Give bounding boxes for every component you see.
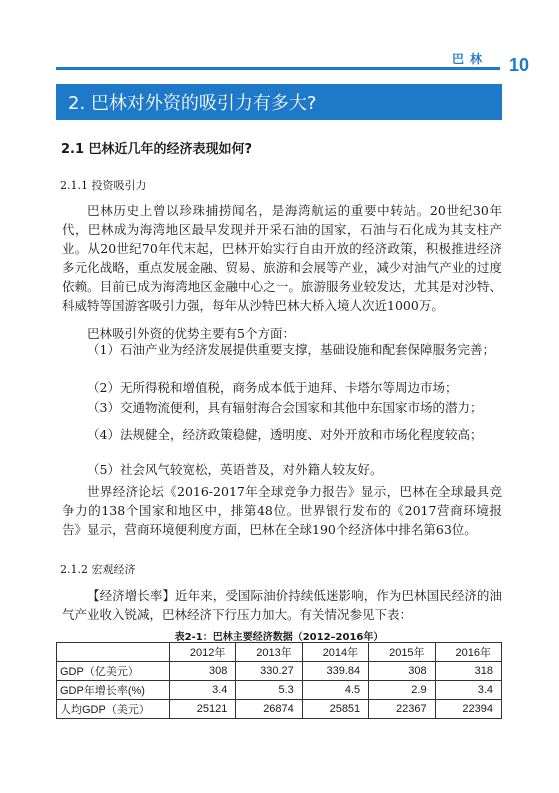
table-cell: 26874	[236, 700, 302, 719]
table-cell: 2.9	[369, 681, 435, 700]
table-cell: 308	[369, 662, 435, 681]
column-header: 2016年	[435, 643, 501, 662]
table-cell: 3.4	[170, 681, 236, 700]
table-cell: 25851	[302, 700, 368, 719]
table-row	[57, 681, 502, 700]
list-item-advantage-1: （1）石油产业为经济发展提供重要支撑，基础设施和配套保障服务完善；	[87, 342, 495, 357]
paragraph-growth: 【经济增长率】近年来，受国际油价持续低迷影响，作为巴林国民经济的油气产业收入锐减，巴林经济下行压力加大。有关情况参见下表：	[62, 588, 502, 622]
table-cell: 330.27	[236, 662, 302, 681]
table-cell: 3.4	[435, 681, 501, 700]
list-item-advantage-4: （4）法规健全，经济政策稳健，透明度、对外开放和市场化程度较高；	[87, 427, 483, 442]
table-row	[57, 662, 502, 681]
table-row	[57, 700, 502, 719]
table-cell: 4.5	[302, 681, 368, 700]
paragraph-history: 巴林历史上曾以珍珠捕捞闻名，是海湾航运的重要中转站。20世纪30年代，巴林成为海湾地区最早发现并开采石油的国家，石油与石化成为其支柱产业。从20世纪70年代末起，巴林开始实行自由开放的经济政策，积极推进经济多元化战略，重点发展金融、贸易、旅游和会展等产业，减少对油气产业的过度依赖。目前已成为海湾地区金融中心之一。旅游服务业较发达，尤其是对沙特、科威特等国游客吸引力强，每年从沙特巴林大桥入境人次近1000万。	[62, 203, 502, 313]
table-cell: 318	[435, 662, 501, 681]
table-cell: 25121	[170, 700, 236, 719]
list-item-advantage-3: （3）交通物流便利，具有辐射海合会国家和其他中东国家市场的潜力；	[87, 400, 483, 415]
table-cell: 5.3	[236, 681, 302, 700]
column-header: 2013年	[236, 643, 302, 662]
subsection-heading-macro: 2.1.2 宏观经济	[60, 563, 136, 576]
paragraph-competitiveness: 世界经济论坛《2016-2017年全球竞争力报告》显示，巴林在全球最具竞争力的138个国家和地区中，排第48位。世界银行发布的《2017营商环境报告》显示，营商环境便利度方面，巴林在全球190个经济体中排名第63位。	[62, 484, 502, 537]
table-cell: 339.84	[302, 662, 368, 681]
chapter-banner	[56, 84, 502, 120]
table-cell: 22367	[369, 700, 435, 719]
list-item-advantage-5: （5）社会风气较宽松，英语普及，对外籍人较友好。	[87, 462, 383, 477]
economic-data-table	[56, 642, 502, 719]
row-label: GDP年增长率(%)	[57, 681, 170, 700]
header-country-name: 巴林	[452, 52, 489, 66]
section-title: 2.1 巴林近几年的经济表现如何?	[61, 142, 253, 157]
column-header: 2014年	[302, 643, 368, 662]
table-caption: 表2-1：巴林主要经济数据（2012–2016年）	[174, 632, 384, 643]
list-item-advantage-2: （2）无所得税和增值税，商务成本低于迪拜、卡塔尔等周边市场；	[87, 380, 458, 395]
column-header: 2015年	[369, 643, 435, 662]
table-header-row	[57, 643, 502, 662]
paragraph-advantages-intro: 巴林吸引外资的优势主要有5个方面：	[87, 326, 295, 341]
row-label: 人均GDP（美元）	[57, 700, 170, 719]
row-label: GDP（亿美元）	[57, 662, 170, 681]
page-number: 10	[509, 55, 530, 75]
table-corner-cell	[57, 643, 170, 662]
header-rule	[56, 67, 500, 70]
subsection-heading-investment: 2.1.1 投资吸引力	[60, 179, 147, 192]
table-cell: 22394	[435, 700, 501, 719]
table-cell: 308	[170, 662, 236, 681]
chapter-title: 2. 巴林对外资的吸引力有多大?	[68, 93, 317, 114]
column-header: 2012年	[170, 643, 236, 662]
